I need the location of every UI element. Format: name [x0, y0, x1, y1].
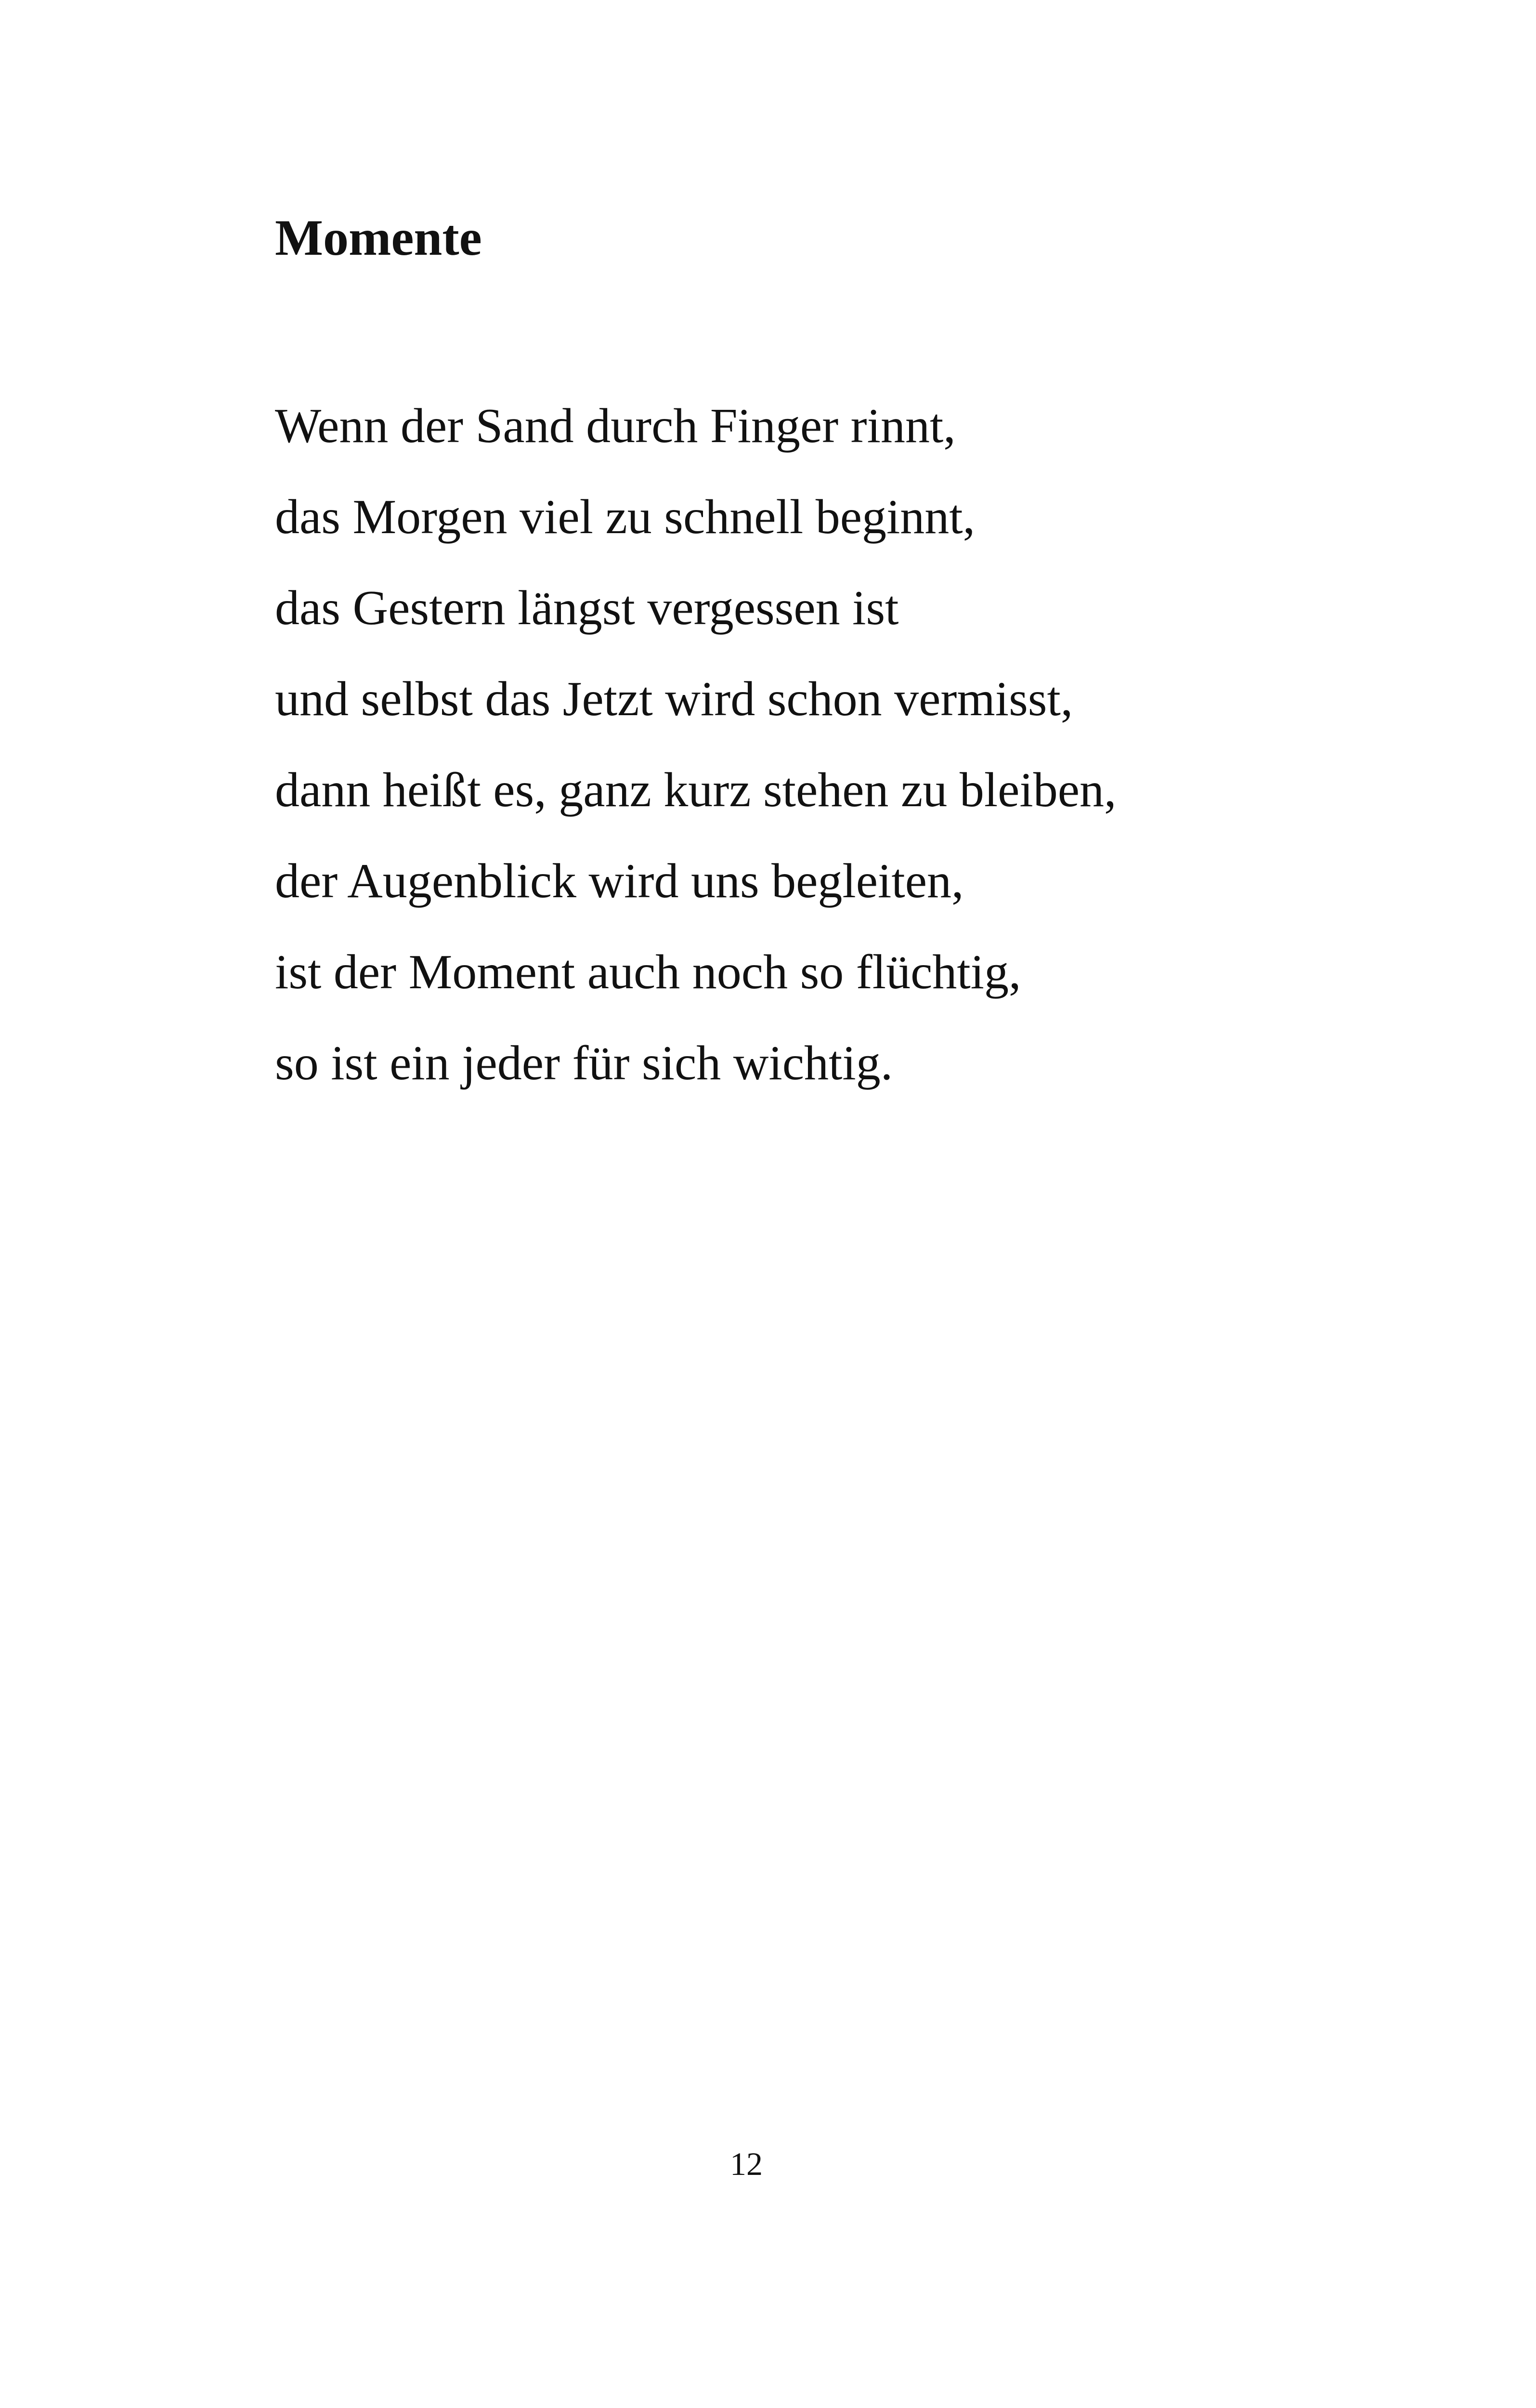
poem-line: ist der Moment auch noch so flüchtig,: [275, 945, 1021, 999]
poem-line: der Augenblick wird uns begleiten,: [275, 854, 964, 908]
poem-line: Wenn der Sand durch Finger rinnt,: [275, 399, 956, 453]
poem-line: das Gestern längst vergessen ist: [275, 581, 899, 635]
poem-line: dann heißt es, ganz kurz stehen zu bleiben,: [275, 763, 1117, 817]
poem-line: das Morgen viel zu schnell beginnt,: [275, 490, 976, 544]
poem-line: so ist ein jeder für sich wichtig.: [275, 1036, 893, 1090]
poem-line: und selbst das Jetzt wird schon vermisst,: [275, 672, 1073, 726]
poem-body: [275, 395, 1117, 1123]
page-number: 12: [730, 2146, 763, 2182]
poem-title: Momente: [275, 209, 482, 266]
